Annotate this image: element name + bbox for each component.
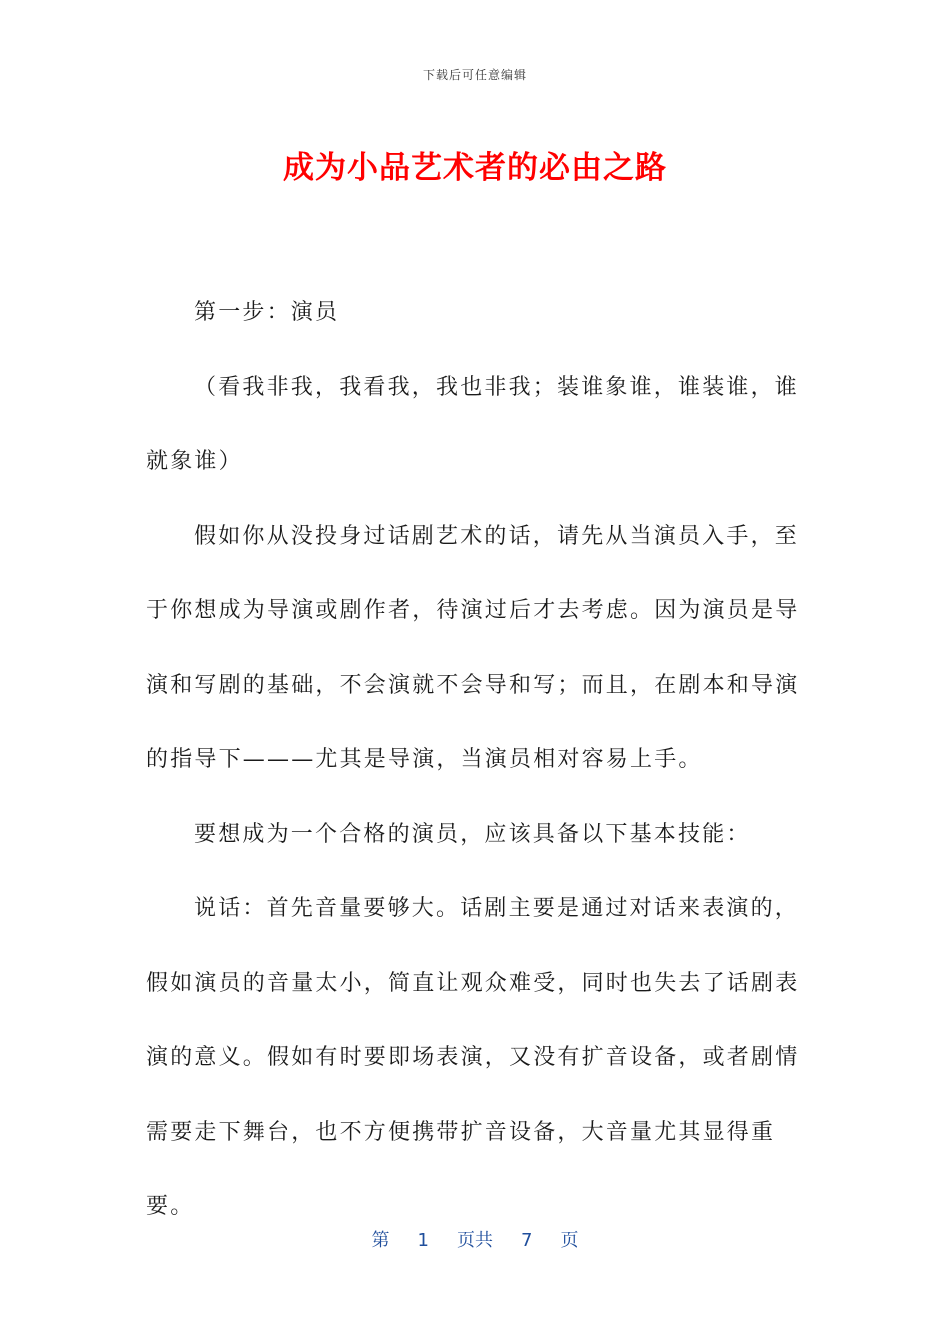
paragraph: 第一步：演员 bbox=[194, 300, 340, 325]
total-page-number: 7 bbox=[521, 1230, 533, 1251]
header-note: 下载后可任意编辑 bbox=[422, 68, 527, 82]
paragraph: 说话：首先音量要够大。话剧主要是通过对话来表演的，假如演员的音量太小，简直让观众难受，同时也失去了话剧表演的意义。假如有时要即场表演，又没有扩音设备，或者剧情需要走下舞台，也不方便携带扩音设备，大音量尤其显得重要。 bbox=[146, 896, 800, 1219]
footer-middle: 页共 bbox=[457, 1230, 493, 1251]
paragraph: 要想成为一个合格的演员，应该具备以下基本技能： bbox=[194, 821, 751, 847]
page-footer bbox=[0, 1226, 950, 1252]
paragraph: 假如你从没投身过话剧艺术的话，请先从当演员入手，至于你想成为导演或剧作者，待演过后才去考虑。因为演员是导演和写剧的基础，不会演就不会导和写；而且，在剧本和导演的指导下———尤其是导演，当演员相对容易上手。 bbox=[146, 523, 800, 772]
paragraph: （看我非我，我看我，我也非我；装谁象谁，谁装谁，谁就象谁） bbox=[146, 374, 800, 474]
document-title: 成为小品艺术者的必由之路 bbox=[283, 150, 667, 186]
footer-prefix: 第 bbox=[371, 1230, 390, 1251]
footer-suffix: 页 bbox=[560, 1230, 579, 1251]
document-body bbox=[146, 276, 806, 1245]
current-page-number: 1 bbox=[417, 1230, 429, 1251]
